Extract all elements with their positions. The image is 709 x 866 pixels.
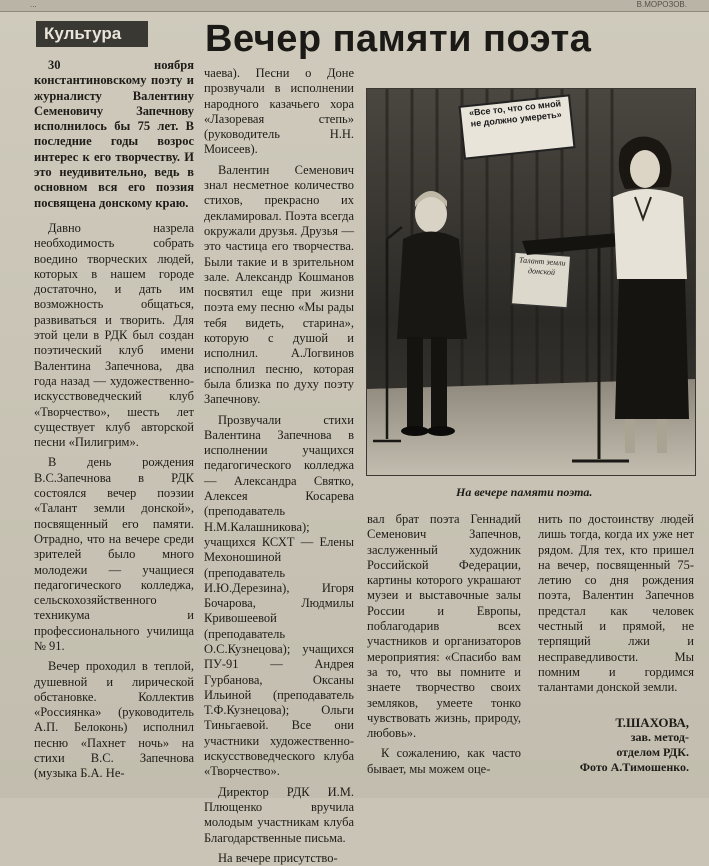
sign-text: Талант земли донской [518, 255, 566, 277]
banner-text: «Все то, что со мной не должно умереть» [468, 98, 563, 129]
paragraph: Валентин Семенович знал несметное количество стихов, прекрасно их декламировал. Поэта всегда окружали друзья. Друзья — это частица его творчества. Были такие и в зрительном зале. Александр Кошманов посвятил еще при жизни поэта ему песню «Мы рады тебя видеть, старина», которую с душой и исполнил. А.Логвинов исполнил песню, которая была близка по духу поэту Запечнову. [204, 162, 354, 407]
paragraph: Вечер проходил в теплой, душевной и лирической обстановке. Коллектив «Россиянка» (руководитель А.П. Белоконь) исполнил песню «Пахнет ночь» на стихи В.С. Запечнова (музыка Б.А. Не- [34, 659, 194, 781]
section-tag: Культура [36, 21, 148, 47]
article-headline: Вечер памяти поэта [205, 18, 592, 60]
paragraph: вал брат поэта Геннадий Семенович Запечнов, заслуженный художник Российской Федерации, картины которого украшают музеи и выставочные залы России и Европы, поблагодарив всех участников и организаторов мероприятия: «Спасибо вам за то, что вы помните и знаете творчество своих земляков, умеете тонко чувствовать жизнь, природу, любовь». [367, 512, 521, 741]
author-name: Т.ШАХОВА, [615, 715, 689, 730]
article-column-1 [34, 58, 194, 782]
stage-sign [511, 252, 570, 308]
article-column-3 [367, 512, 521, 777]
paragraph: Директор РДК И.М. Плющенко вручила молодым участникам клуба Благодарственные письма. [204, 784, 354, 845]
masthead-right: В.МОРОЗОВ. [636, 0, 687, 9]
event-photo-image [367, 89, 695, 475]
photo-credit: Фото А.Тимошенко. [579, 760, 689, 774]
article-column-2 [204, 66, 354, 866]
masthead-left: ... [30, 0, 37, 9]
masthead-strip [0, 0, 709, 12]
author-signature [580, 715, 689, 775]
paragraph: Давно назрела необходимость собрать воедино творческих людей, которых в нашем городе достаточно, и дать им возможность общаться, развиваться и творить. Для этой цели в РДК был создан поэтический клуб имени Валентина Запечнова, два года назад — художественно-искусствоведческий клуб «Творчество», шесть лет существует клуб авторской песни «Пилигрим». [34, 220, 194, 450]
paragraph: К сожалению, как часто бывает, мы можем оце- [367, 746, 521, 776]
event-photo [366, 88, 696, 476]
wall-banner [460, 95, 575, 158]
author-role: отделом РДК. [616, 745, 689, 759]
author-role: зав. метод- [630, 730, 689, 744]
paragraph: Прозвучали стихи Валентина Запечнова в исполнении учащихся педагогического колледжа — Александра Святко, Алексея Косарева (преподаватель Н.М.Калашникова); учащихся КСХТ — Елены Мехоношиной (преподаватель И.Ю.Дерезина), Игоря Бочарова, Людмилы Кривошеевой (преподаватель О.С.Кузнецова); учащихся ПУ-91 — Андрея Гурбанова, Оксаны Ильиной (преподаватель Т.Ф.Кузнецова); Ольги Тиньгаевой. Все они участники художественно-искусствоведческого клуба «Творчество». [204, 412, 354, 779]
article-column-4 [538, 512, 694, 696]
paragraph: В день рождения В.С.Запечнова в РДК состоялся вечер поэзии «Талант земли донской», посвященный его памяти. Отрадно, что на вечере среди зрителей было много молодежи — учащиеся педагогического колледжа, сельскохозяйственного техникума и профессионального училища № 91. [34, 455, 194, 653]
article-lead: 30 ноября константиновскому поэту и журналисту Валентину Семеновичу Запечнову исполнилось бы 75 лет. В последние годы возрос интерес к его творчеству. И это неудивительно, ведь в основном вся его поэзия посвящена донскому краю. [34, 58, 194, 210]
paragraph: нить по достоинству людей лишь тогда, когда их уже нет рядом. Для тех, кто пришел на вечер, посвященный 75-летию со дня рождения поэта, Валентин Запечнов предстал как человек честный и прямой, не терпящий лжи и несправедливости. Мы помним и гордимся талантами донской земли. [538, 512, 694, 695]
photo-caption: На вечере памяти поэта. [456, 485, 593, 499]
paragraph: На вечере присутство- [218, 850, 338, 865]
paragraph: чаева). Песни о Доне прозвучали в исполнении народного казачьего хора «Лазоревая степь» (руководитель Н.Н. Моисеев). [204, 66, 354, 157]
